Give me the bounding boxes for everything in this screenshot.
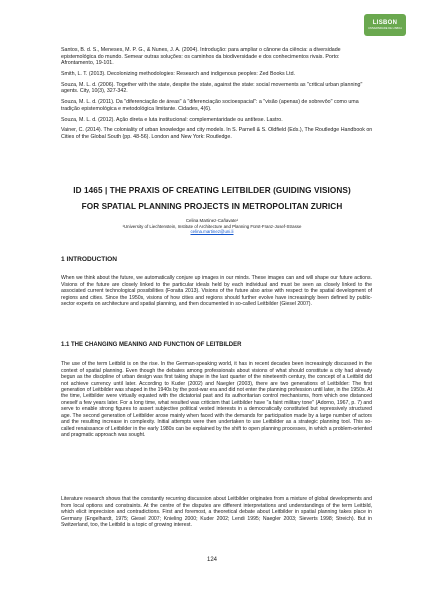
reference-item: Smith, L. T. (2013). Decolonizing methodologies: Research and indigenous peoples: Zed Books Ltd. [61,70,295,77]
paper-title [52,183,372,215]
page-number: 124 [206,557,217,563]
author-block [52,218,372,235]
author-name: Celina Martinez-Cañavate¹ [185,218,239,223]
subsection-heading-leitbilder: 1.1 THE CHANGING MEANING AND FUNCTION OF LEITBILDER [61,342,242,348]
conference-logo [364,14,406,36]
section-heading-introduction: 1 INTRODUCTION [61,256,118,263]
reference-item: Santos, B. d. S., Meneses, M. P. G., & Nunes, J. A. (2004). Introdução: para ampliar o cânone da ciência: a diversidade epistemológica do mundo. Semear outras soluções: os caminhos da biodiversidade e dos conhecimentos rivais. Porto: Afrontamento, 19-101. [61,47,341,67]
author-affiliation: ¹University of Liechtenstein, Institute of Architecture and Planning Fürst-Franz-Josef-Strasse [122,223,302,229]
paper-title-line1: ID 1465 | THE PRAXIS OF CREATING LEITBILDER (GUIDING VISIONS) [73,186,351,195]
leitbilder-paragraph-1: The use of the term Leitbild is on the rise. In the German-speaking world, it has in recent decades been increasingly discussed in the context of spatial planning. Even though the debates among professionals about visions of what should constitute a city had already begun as the discipline of urban design was first taking shape in the last quarter of the nineteenth century, the concept of a Leitbild did not achieve currency until later. According to Kuder (2002) and Naegler (2003), there are two generations of Leitbilder: The first generation of Leitbilder was shaped in the 1940s by the post-war era and did not enter the planning profession until later, in the 1950s. At the time, Leitbilder were virtually equated with the dictatorial past and its authoritarian control mechanisms, from which one distanced oneself a few years later. For a long time, what resulted was criticism that Leitbilder have "a faint military tone" (Adorno, 1967, p. 7) and serve to enable strong figures to assert subjective political vested interests in a democratically constituted but repressively structured age. The second generation of Leitbilder arose mainly when faced with the demands for participation made by a large number of actors and the resulting increase in complexity. Initial attempts were then undertaken to use Leitbilder as a strategic planning tool. This so-called renaissance of Leitbilder in the early 1980s can be explained by the shift to open planning processes, in which a problem-oriented and pragmatic approach was sought. [61,361,372,439]
reference-item: Souza, M. L. d. (2006). Together with the state, despite the state, against the state: social movements as "critical urban planning" agents. City, 10(3), 327-342. [61,81,363,95]
introduction-paragraph: When we think about the future, we automatically conjure up images in our minds. These images can and will shape our future actions. Visions of the future are closely linked to the particular ideals held by each individual and must be seen as closely linked to the associated current technological possibilities (Foraita 2013). Visions of the future also arise with respect to the spatial development of regions and cities. Since the 1950s, visions of how cities and regions should further evolve have increasingly been defined by public-sector experts on architecture and spatial planning, and then documented in so-called Leitbilder (Giesel 2007). [61,275,372,307]
references-list [61,47,373,145]
paper-title-line2: FOR SPATIAL PLANNING PROJECTS IN METROPOLITAN ZURICH [81,202,343,211]
logo-line2: UNIVERSIDADE DE LISBOA [368,27,402,30]
reference-item: Souza, M. L. d. (2012). Ação direta e luta institucional: complementaridade ou antítese. Lastro. [61,116,283,123]
author-email-link[interactable]: celina.martinez@uni.li [190,229,234,235]
reference-item: Vainer, C. (2014). The coloniality of urban knowledge and city models. In S. Parnell & S. Oldfield (Eds.), The Routledge Handbook on Cities of the Global South (pp. 48-56). London and New York: Routledge. [61,127,373,140]
reference-item: Souza, M. L. d. (2011). Da "diferenciação de áreas" à "diferenciação socioespacial": a "visão (apenas) de sobrevôo" como uma tradição epistemológica e metodológica limitante. Cidades, 4(6). [61,99,359,112]
leitbilder-paragraph-2: Literature research shows that the constantly recurring discussion about Leitbilder originates from a mixture of global developments and from local options and constraints. At the centre of the disputes are different interpretations and understandings of the term Leitbild, which elicit imprecision and contradictions. First and foremost, a theoretical debate about Leitbilder in spatial planning takes place in Germany (Engelhardt, 1975; Giesel 2007; Knieling 2000; Kuder 2002; Lendi 1995; Naegler 2003; Sieverts 1998; Streich). But in Switzerland, too, the Leitbild is a topic of growing interest. [61,496,372,528]
logo-line1: LISBON [372,20,398,26]
